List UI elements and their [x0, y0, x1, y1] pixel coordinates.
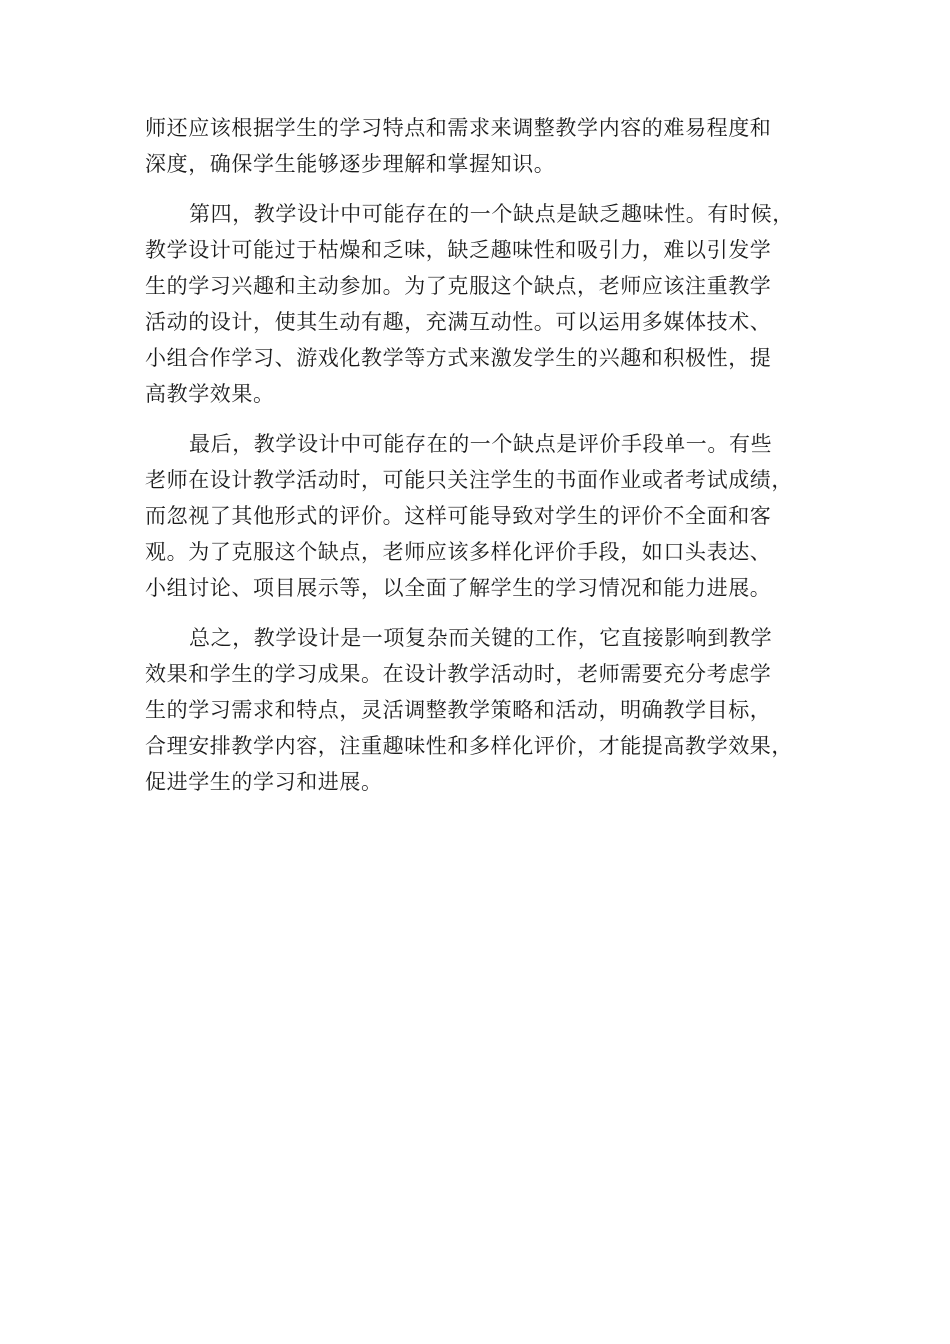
- text-line: 高教学效果。: [145, 382, 275, 406]
- text-line: 老师在设计教学活动时，可能只关注学生的书面作业或者考试成绩，: [145, 468, 793, 492]
- text-line: 观。为了克服这个缺点，老师应该多样化评价手段，如口头表达、: [145, 540, 772, 564]
- text-line: 生的学习需求和特点，灵活调整教学策略和活动，明确教学目标，: [145, 698, 772, 722]
- text-line: 小组讨论、项目展示等，以全面了解学生的学习情况和能力进展。: [145, 576, 772, 600]
- text-line: 效果和学生的学习成果。在设计教学活动时，老师需要充分考虑学: [145, 662, 772, 686]
- paragraph-last: [145, 426, 805, 606]
- text-line: 促进学生的学习和进展。: [145, 770, 383, 794]
- text-line: 合理安排教学内容，注重趣味性和多样化评价，才能提高教学效果，: [145, 734, 793, 758]
- text-line: 总之，教学设计是一项复杂而关键的工作，它直接影响到教学: [189, 626, 773, 650]
- text-line: 第四，教学设计中可能存在的一个缺点是缺乏趣味性。有时候，: [189, 202, 794, 226]
- text-line: 教学设计可能过于枯燥和乏味，缺乏趣味性和吸引力，难以引发学: [145, 238, 772, 262]
- text-line: 生的学习兴趣和主动参加。为了克服这个缺点，老师应该注重教学: [145, 274, 772, 298]
- paragraph-summary: [145, 620, 805, 800]
- paragraph-fourth: [145, 196, 805, 412]
- text-line: 深度，确保学生能够逐步理解和掌握知识。: [145, 152, 556, 176]
- text-line: 活动的设计，使其生动有趣，充满互动性。可以运用多媒体技术、: [145, 310, 772, 334]
- text-line: 小组合作学习、游戏化教学等方式来激发学生的兴趣和积极性，提: [145, 346, 772, 370]
- text-line: 师还应该根据学生的学习特点和需求来调整教学内容的难易程度和: [145, 116, 772, 140]
- body-text: [145, 110, 805, 814]
- text-line: 最后，教学设计中可能存在的一个缺点是评价手段单一。有些: [189, 432, 773, 456]
- paragraph-continuation: [145, 110, 805, 182]
- text-line: 而忽视了其他形式的评价。这样可能导致对学生的评价不全面和客: [145, 504, 772, 528]
